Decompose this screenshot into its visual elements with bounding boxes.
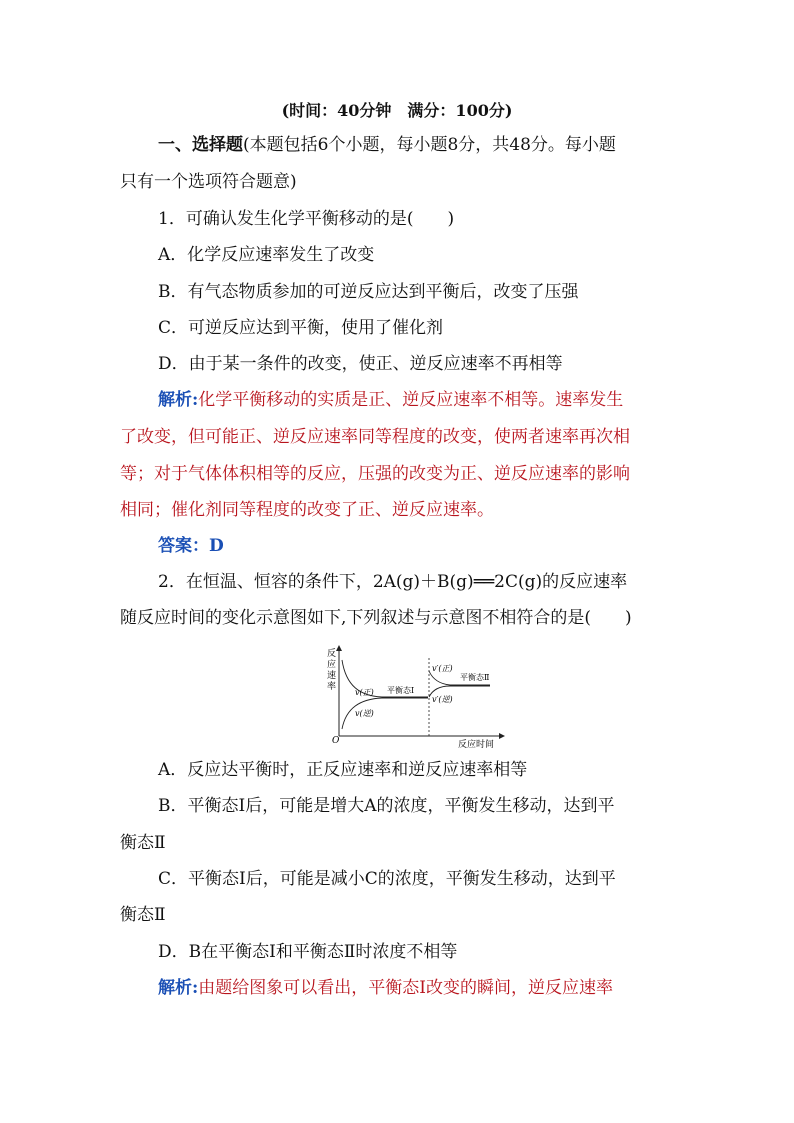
q2-option-b: B．平衡态Ⅰ后，可能是增大A的浓度，平衡发生移动，达到平	[158, 796, 615, 816]
q1-analysis-label: 解析:	[158, 390, 199, 410]
y-axis-label-2: 应	[327, 660, 337, 670]
time-score-line: (时间：40分钟 满分：100分)	[281, 101, 513, 120]
q2-stem-line-2: 随反应时间的变化示意图如下,下列叙述与示意图不相符合的是( )	[120, 608, 632, 628]
q2-stem-line-1: 2．在恒温、恒容的条件下，2A(g)＋B(g)══2C(g)的反应速率	[158, 572, 628, 592]
state-2-label: 平衡态Ⅱ	[460, 673, 490, 682]
reverse-rate-label-2: v′(逆)	[432, 695, 453, 704]
q1-stem: 1．可确认发生化学平衡移动的是( )	[158, 209, 455, 229]
q2-option-c-cont: 衡态Ⅱ	[120, 905, 166, 925]
q2-option-d: D．B在平衡态Ⅰ和平衡态Ⅱ时浓度不相等	[158, 942, 458, 962]
q2-option-c: C．平衡态Ⅰ后，可能是减小C的浓度，平衡发生移动，达到平	[158, 869, 616, 889]
q1-analysis-line-2: 了改变，但可能正、逆反应速率同等程度的改变，使两者速率再次相	[120, 427, 630, 447]
y-axis-label-3: 速	[327, 671, 337, 681]
section-heading	[158, 133, 718, 157]
reverse-rate-label: v(逆)	[355, 709, 374, 718]
q1-answer-value: D	[209, 536, 224, 556]
q1-option-a: A．化学反应速率发生了改变	[158, 245, 375, 265]
section-title: 一、选择题	[158, 135, 243, 155]
q1-option-d: D．由于某一条件的改变，使正、逆反应速率不再相等	[158, 354, 563, 374]
q2-analysis-label: 解析:	[158, 978, 199, 998]
forward-rate-label: v(正)	[355, 688, 374, 697]
q2-option-a: A．反应达平衡时，正反应速率和逆反应速率相等	[158, 760, 528, 780]
section-desc-cont: 只有一个选项符合题意)	[120, 172, 297, 192]
state-1-label: 平衡态Ⅰ	[387, 686, 415, 695]
q1-analysis-line-1: 解析:化学平衡移动的实质是正、逆反应速率不相等。速率发生	[158, 390, 624, 410]
q1-answer-label: 答案：	[158, 536, 209, 556]
y-axis-label-1: 反	[327, 649, 337, 659]
q1-option-b: B．有气态物质参加的可逆反应达到平衡后，改变了压强	[158, 282, 579, 302]
q1-answer	[158, 534, 718, 558]
q1-option-c: C．可逆反应达到平衡，使用了催化剂	[158, 318, 444, 338]
q2-analysis-line-1: 解析:由题给图象可以看出，平衡态Ⅰ改变的瞬间，逆反应速率	[158, 978, 613, 998]
q2-option-b-cont: 衡态Ⅱ	[120, 833, 166, 853]
section-desc: (本题包括6个小题，每小题8分，共48分。每小题	[243, 135, 616, 155]
x-axis-label: 反应时间	[458, 740, 495, 750]
forward-rate-label-2: v′(正)	[432, 664, 453, 673]
rate-time-diagram	[320, 640, 510, 752]
origin-label: O	[332, 736, 340, 746]
q1-analysis-line-3: 等；对于气体体积相等的反应，压强的改变为正、逆反应速率的影响	[120, 464, 630, 484]
y-axis-label-4: 率	[327, 682, 337, 692]
q1-analysis-line-4: 相同；催化剂同等程度的改变了正、逆反应速率。	[120, 500, 494, 520]
